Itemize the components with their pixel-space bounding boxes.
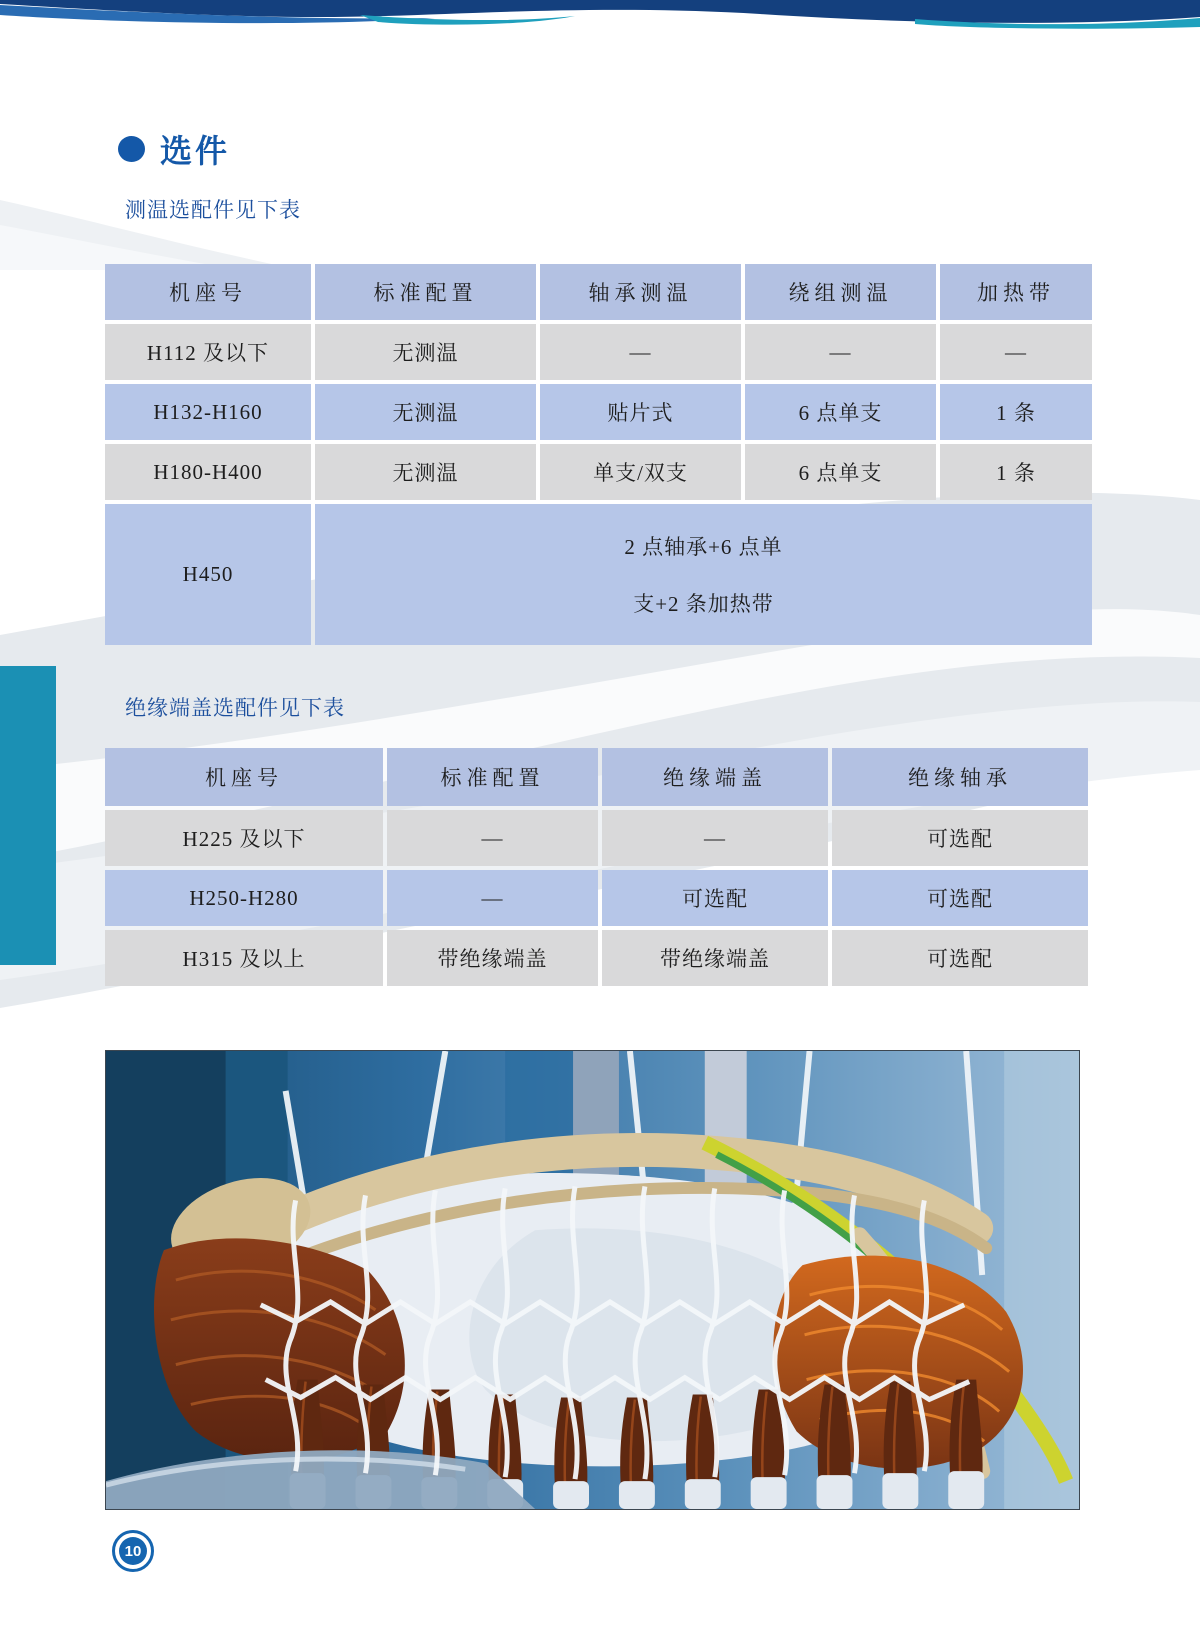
insulation-options-table [105,748,1088,986]
merged-cell-line1: 2 点轴承+6 点单 [624,535,783,559]
table-cell: — [940,324,1092,380]
column-header: 轴承测温 [540,264,741,320]
page-number-badge [112,1530,154,1572]
table-cell: — [387,810,598,866]
table-cell: 无测温 [315,324,536,380]
table-cell: 带绝缘端盖 [387,930,598,986]
temperature-options-table [105,264,1092,645]
table1-caption: 测温选配件见下表 [125,198,301,222]
table-cell: 6 点单支 [745,384,936,440]
table-cell: — [387,870,598,926]
merged-cell-line2: 支+2 条加热带 [633,592,774,616]
sidebar-accent-bar [0,666,56,965]
bullet-icon [118,136,145,162]
table-cell: 带绝缘端盖 [602,930,828,986]
column-header: 机座号 [105,748,383,806]
column-header: 标准配置 [387,748,598,806]
table-cell: 1 条 [940,384,1092,440]
table-cell: H112 及以下 [105,324,311,380]
table-cell: — [540,324,741,380]
table-cell: 1 条 [940,444,1092,500]
column-header: 绝缘轴承 [832,748,1088,806]
table-cell: H132-H160 [105,384,311,440]
table-cell: 可选配 [832,930,1088,986]
table-cell: 可选配 [832,870,1088,926]
table2-caption: 绝缘端盖选配件见下表 [125,696,345,720]
stator-winding-photo [105,1050,1080,1510]
column-header: 标准配置 [315,264,536,320]
top-banner-decoration [0,0,1200,30]
table-cell: 可选配 [602,870,828,926]
table-cell: 单支/双支 [540,444,741,500]
column-header: 绝缘端盖 [602,748,828,806]
page-title: 选件 [160,133,231,169]
table-cell: 无测温 [315,384,536,440]
table-cell: 贴片式 [540,384,741,440]
section-heading [118,126,230,172]
merged-table-cell [315,504,1092,645]
table-cell: H225 及以下 [105,810,383,866]
table-cell: 可选配 [832,810,1088,866]
table-cell: — [745,324,936,380]
table-cell: H180-H400 [105,444,311,500]
column-header: 加热带 [940,264,1092,320]
table-cell: H250-H280 [105,870,383,926]
column-header: 绕组测温 [745,264,936,320]
table-cell: — [602,810,828,866]
table-cell: H450 [105,504,311,645]
table-cell: 无测温 [315,444,536,500]
table-cell: H315 及以上 [105,930,383,986]
column-header: 机座号 [105,264,311,320]
page-number: 10 [119,1537,147,1565]
table-cell: 6 点单支 [745,444,936,500]
